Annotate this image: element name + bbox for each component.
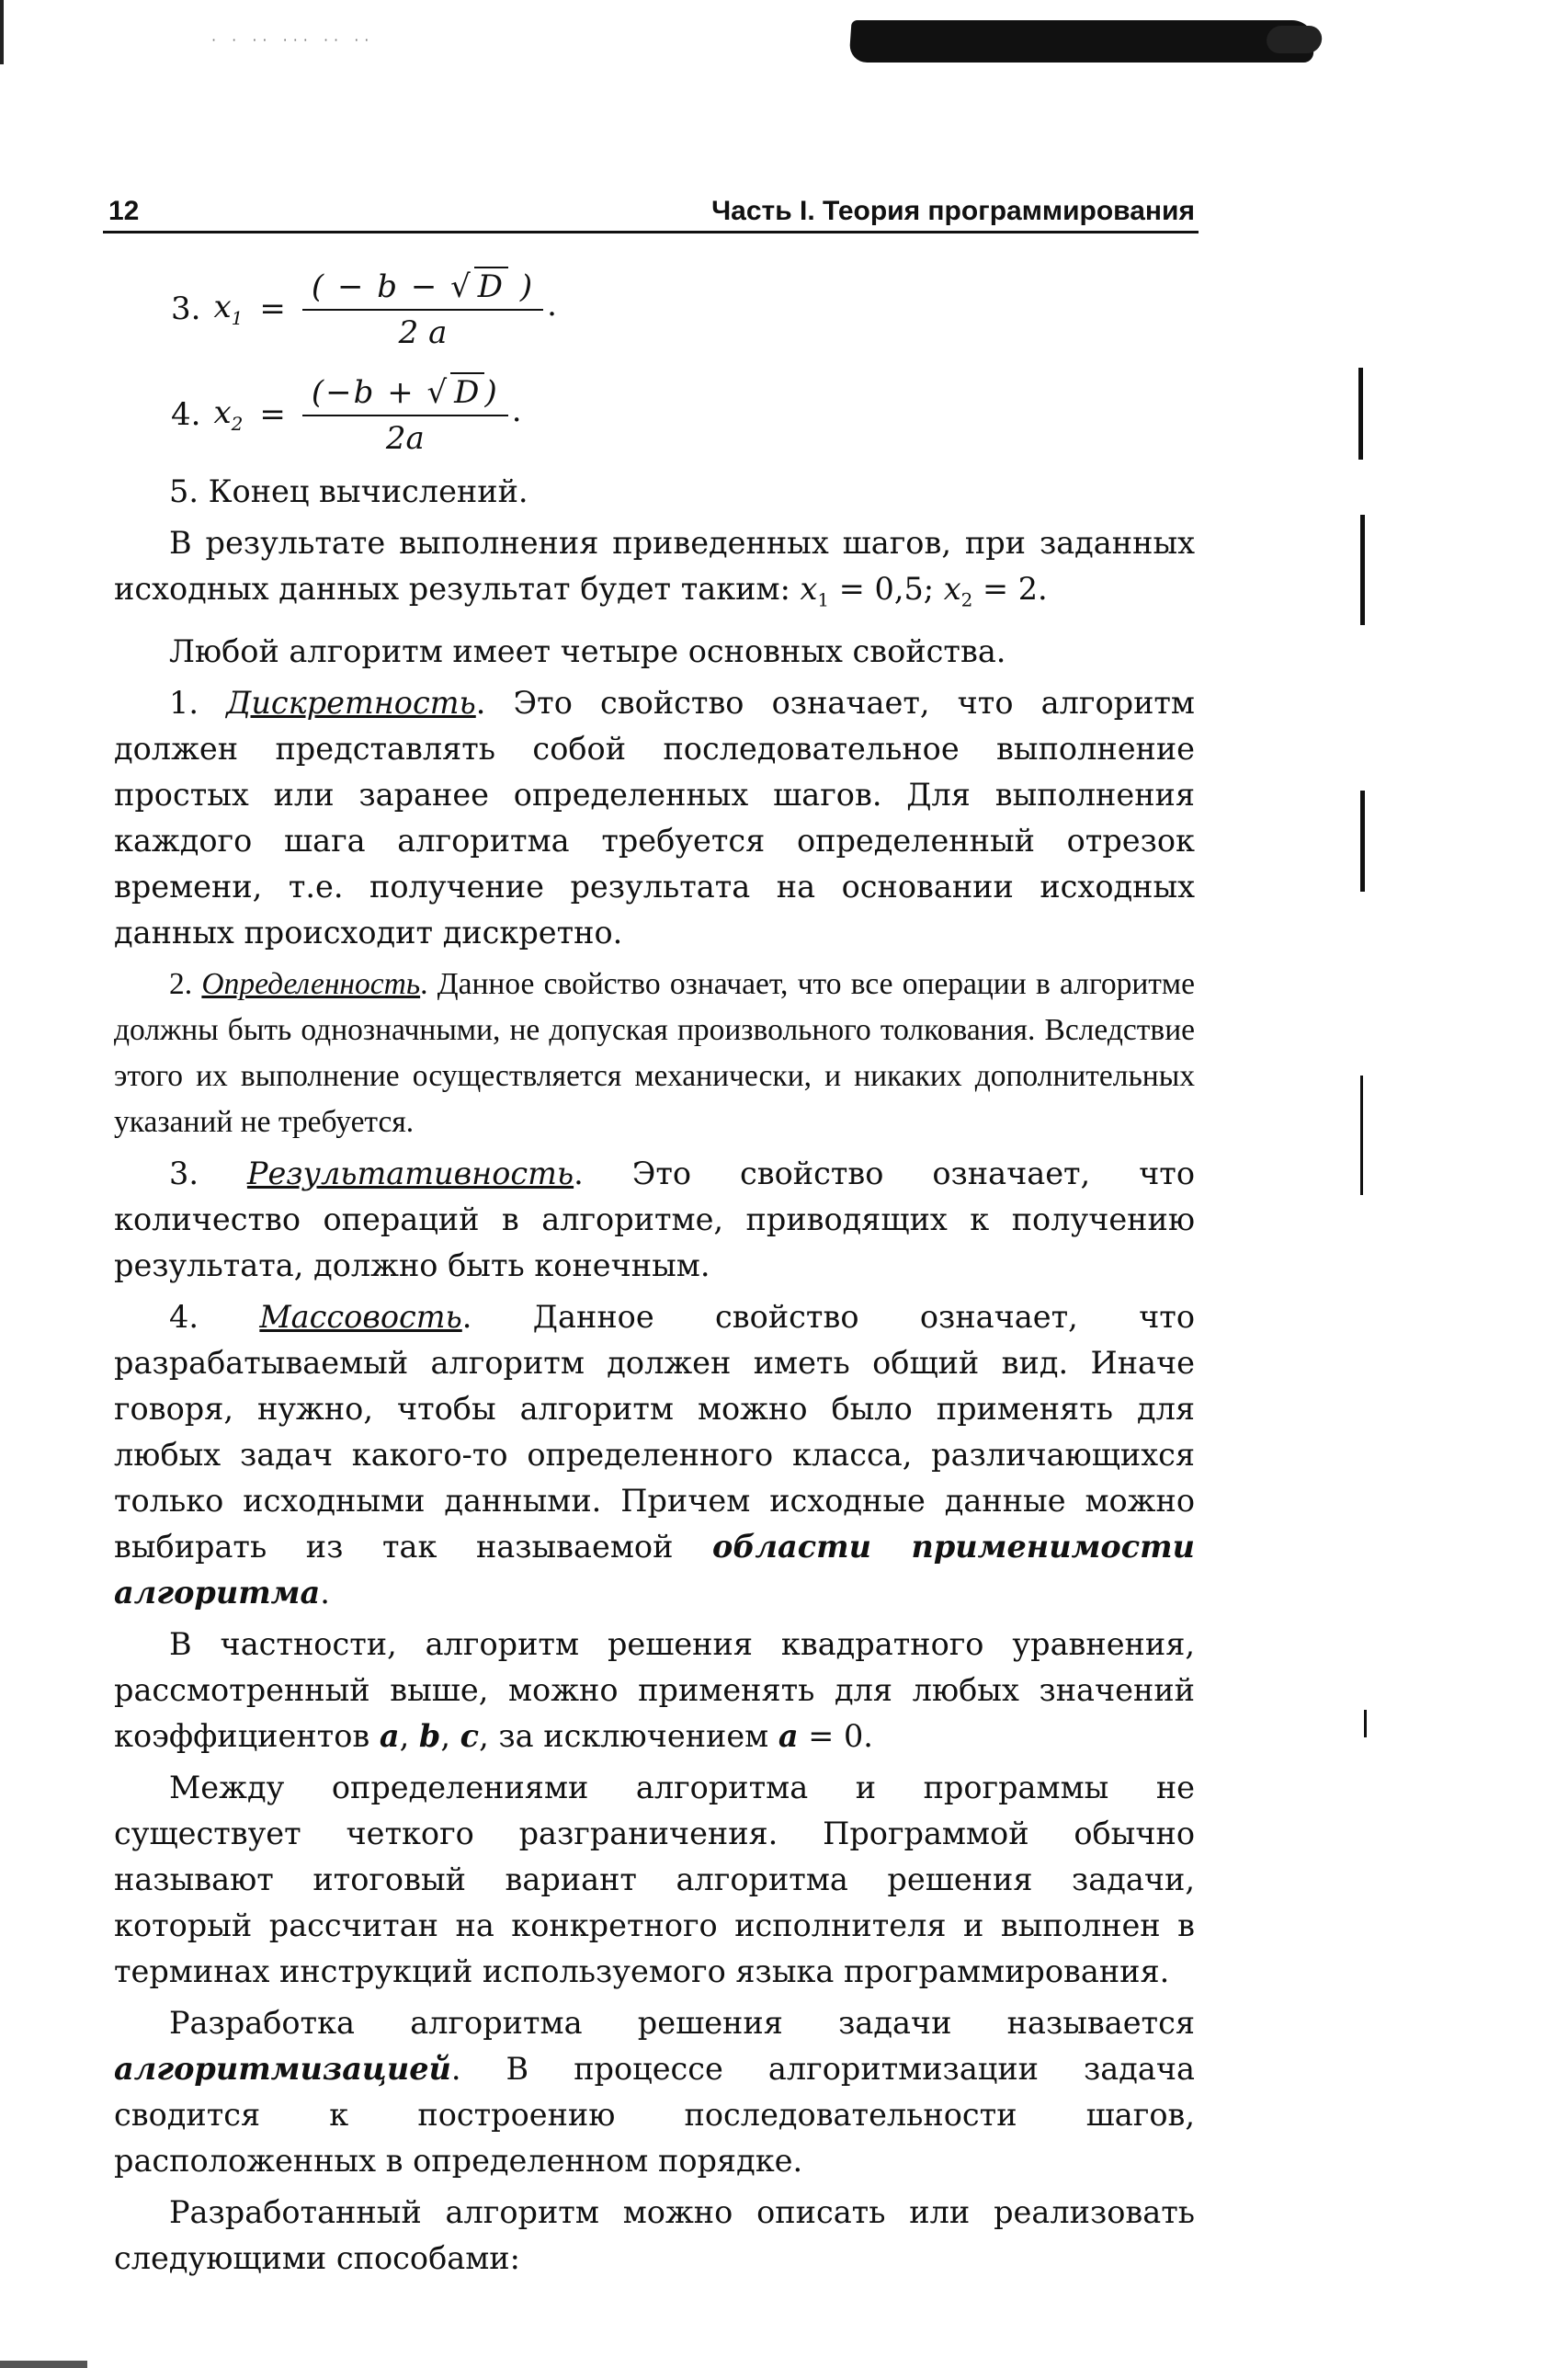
paragraph-discreteness: 1. Дискретность. Это свойство означает, что алгоритм должен представлять собой последовательное выполнение простых или заранее определенных шагов. Для выполнения каждого шага алгоритма требуется определенный отрезок времени, т.е. получение результата на основании исходных данных происходит дискретно. (114, 684, 1195, 951)
scan-smudge (848, 20, 1315, 63)
scan-margin-mark (1360, 1076, 1363, 1195)
formula-fraction (302, 372, 508, 457)
body-text (114, 469, 1195, 2287)
formula-variable: $x_1$ (213, 289, 244, 329)
formula-denominator: 2 a (398, 314, 448, 351)
term-effectiveness: Результативность (246, 1155, 574, 1191)
term-discreteness: Дискретность (226, 684, 476, 721)
formula-number: 4. (171, 396, 201, 433)
paragraph-determinism: 2. Определенность. Данное свойство означает, что все операции в алгоритме должны быть однозначными, не допуская произвольного толкования. Вследствие этого их выполнение осуществляется механически, и никаких дополнительных указаний не требуется. (114, 966, 1195, 1139)
paragraph-effectiveness: 3. Результативность. Это свойство означает, что количество операций в алгоритме, приводящих к получению результата, должно быть конечным. (114, 1155, 1195, 1283)
formula-numerator: ( − b − √ D ) (302, 267, 543, 311)
scan-margin-mark (1360, 791, 1365, 892)
term-determinism: Определенность (201, 966, 421, 1001)
paragraph-mass-character: 4. Массовость. Данное свойство означает, что разрабатываемый алгоритм должен иметь общий вид. Иначе говоря, нужно, чтобы алгоритм можно было применять для любых задач какого-то определенного класса, различающихся только исходными данными. Причем исходные данные можно выбирать из так называемой области применимости алгоритма. (114, 1298, 1195, 1611)
formula-number: 3. (171, 290, 201, 327)
paragraph-quadratic: В частности, алгоритм решения квадратного уравнения, рассмотренный выше, можно применять для любых значений коэффициентов a, b, c, за исключением a = 0. (114, 1625, 1195, 1754)
scan-noise-dots: · · ·· ··· ·· ·· (211, 31, 375, 49)
paragraph-step5: 5. Конец вычислений. (169, 473, 528, 509)
scan-margin-mark (1364, 1710, 1367, 1737)
term-mass-character: Массовость (259, 1298, 462, 1335)
term-algorithmization: алгоритмизацией (114, 2050, 451, 2087)
page-number: 12 (108, 196, 140, 226)
formula-variable: $x_2$ (213, 394, 244, 435)
paragraph-result: В результате выполнения приведенных шагов, при заданных исходных данных результат будет таким: $x_1 = 0,5$; $x_2 = 2$. (114, 525, 1195, 611)
formula-equals: = (259, 396, 286, 433)
formula-x1: 3. $x_1$ = $\frac{( - b - √ D )}{2 a}$ . (171, 268, 557, 351)
term-applicability: области применимости алгоритма (114, 1528, 1195, 1611)
paragraph-properties-intro: Любой алгоритм имеет четыре основных свойства. (169, 632, 1006, 669)
paragraph-methods: Разработанный алгоритм можно описать или реализовать следующими способами: (114, 2193, 1195, 2276)
scan-margin-mark (1358, 368, 1363, 460)
paragraph-program: Между определениями алгоритма и программы не существует четкого разграничения. Программой обычно называют итоговый вариант алгоритма решения задачи, который рассчитан на конкретного исполнителя и выполнен в терминах инструкций используемого языка программирования. (114, 1769, 1195, 1989)
formula-denominator: 2a (385, 420, 425, 457)
formula-fraction (302, 267, 543, 351)
running-head (103, 188, 1199, 233)
paragraph-algorithmization: Разработка алгоритма решения задачи называется алгоритмизацией. В процессе алгоритмизации задача сводится к построению последовательности шагов, расположенных в определенном порядке. (114, 2004, 1195, 2179)
scan-margin-mark (1360, 515, 1365, 625)
formula-numerator: (−b + √ D ) (302, 372, 508, 416)
formula-x2: 4. $x_2$ = $\frac{(-b + √ D )}{2a}$ . (171, 374, 522, 457)
scan-edge-mark (0, 2361, 87, 2368)
scan-edge-mark (0, 0, 4, 64)
formula-equals: = (259, 290, 286, 327)
part-title: Часть I. Теория программирования (711, 196, 1195, 226)
